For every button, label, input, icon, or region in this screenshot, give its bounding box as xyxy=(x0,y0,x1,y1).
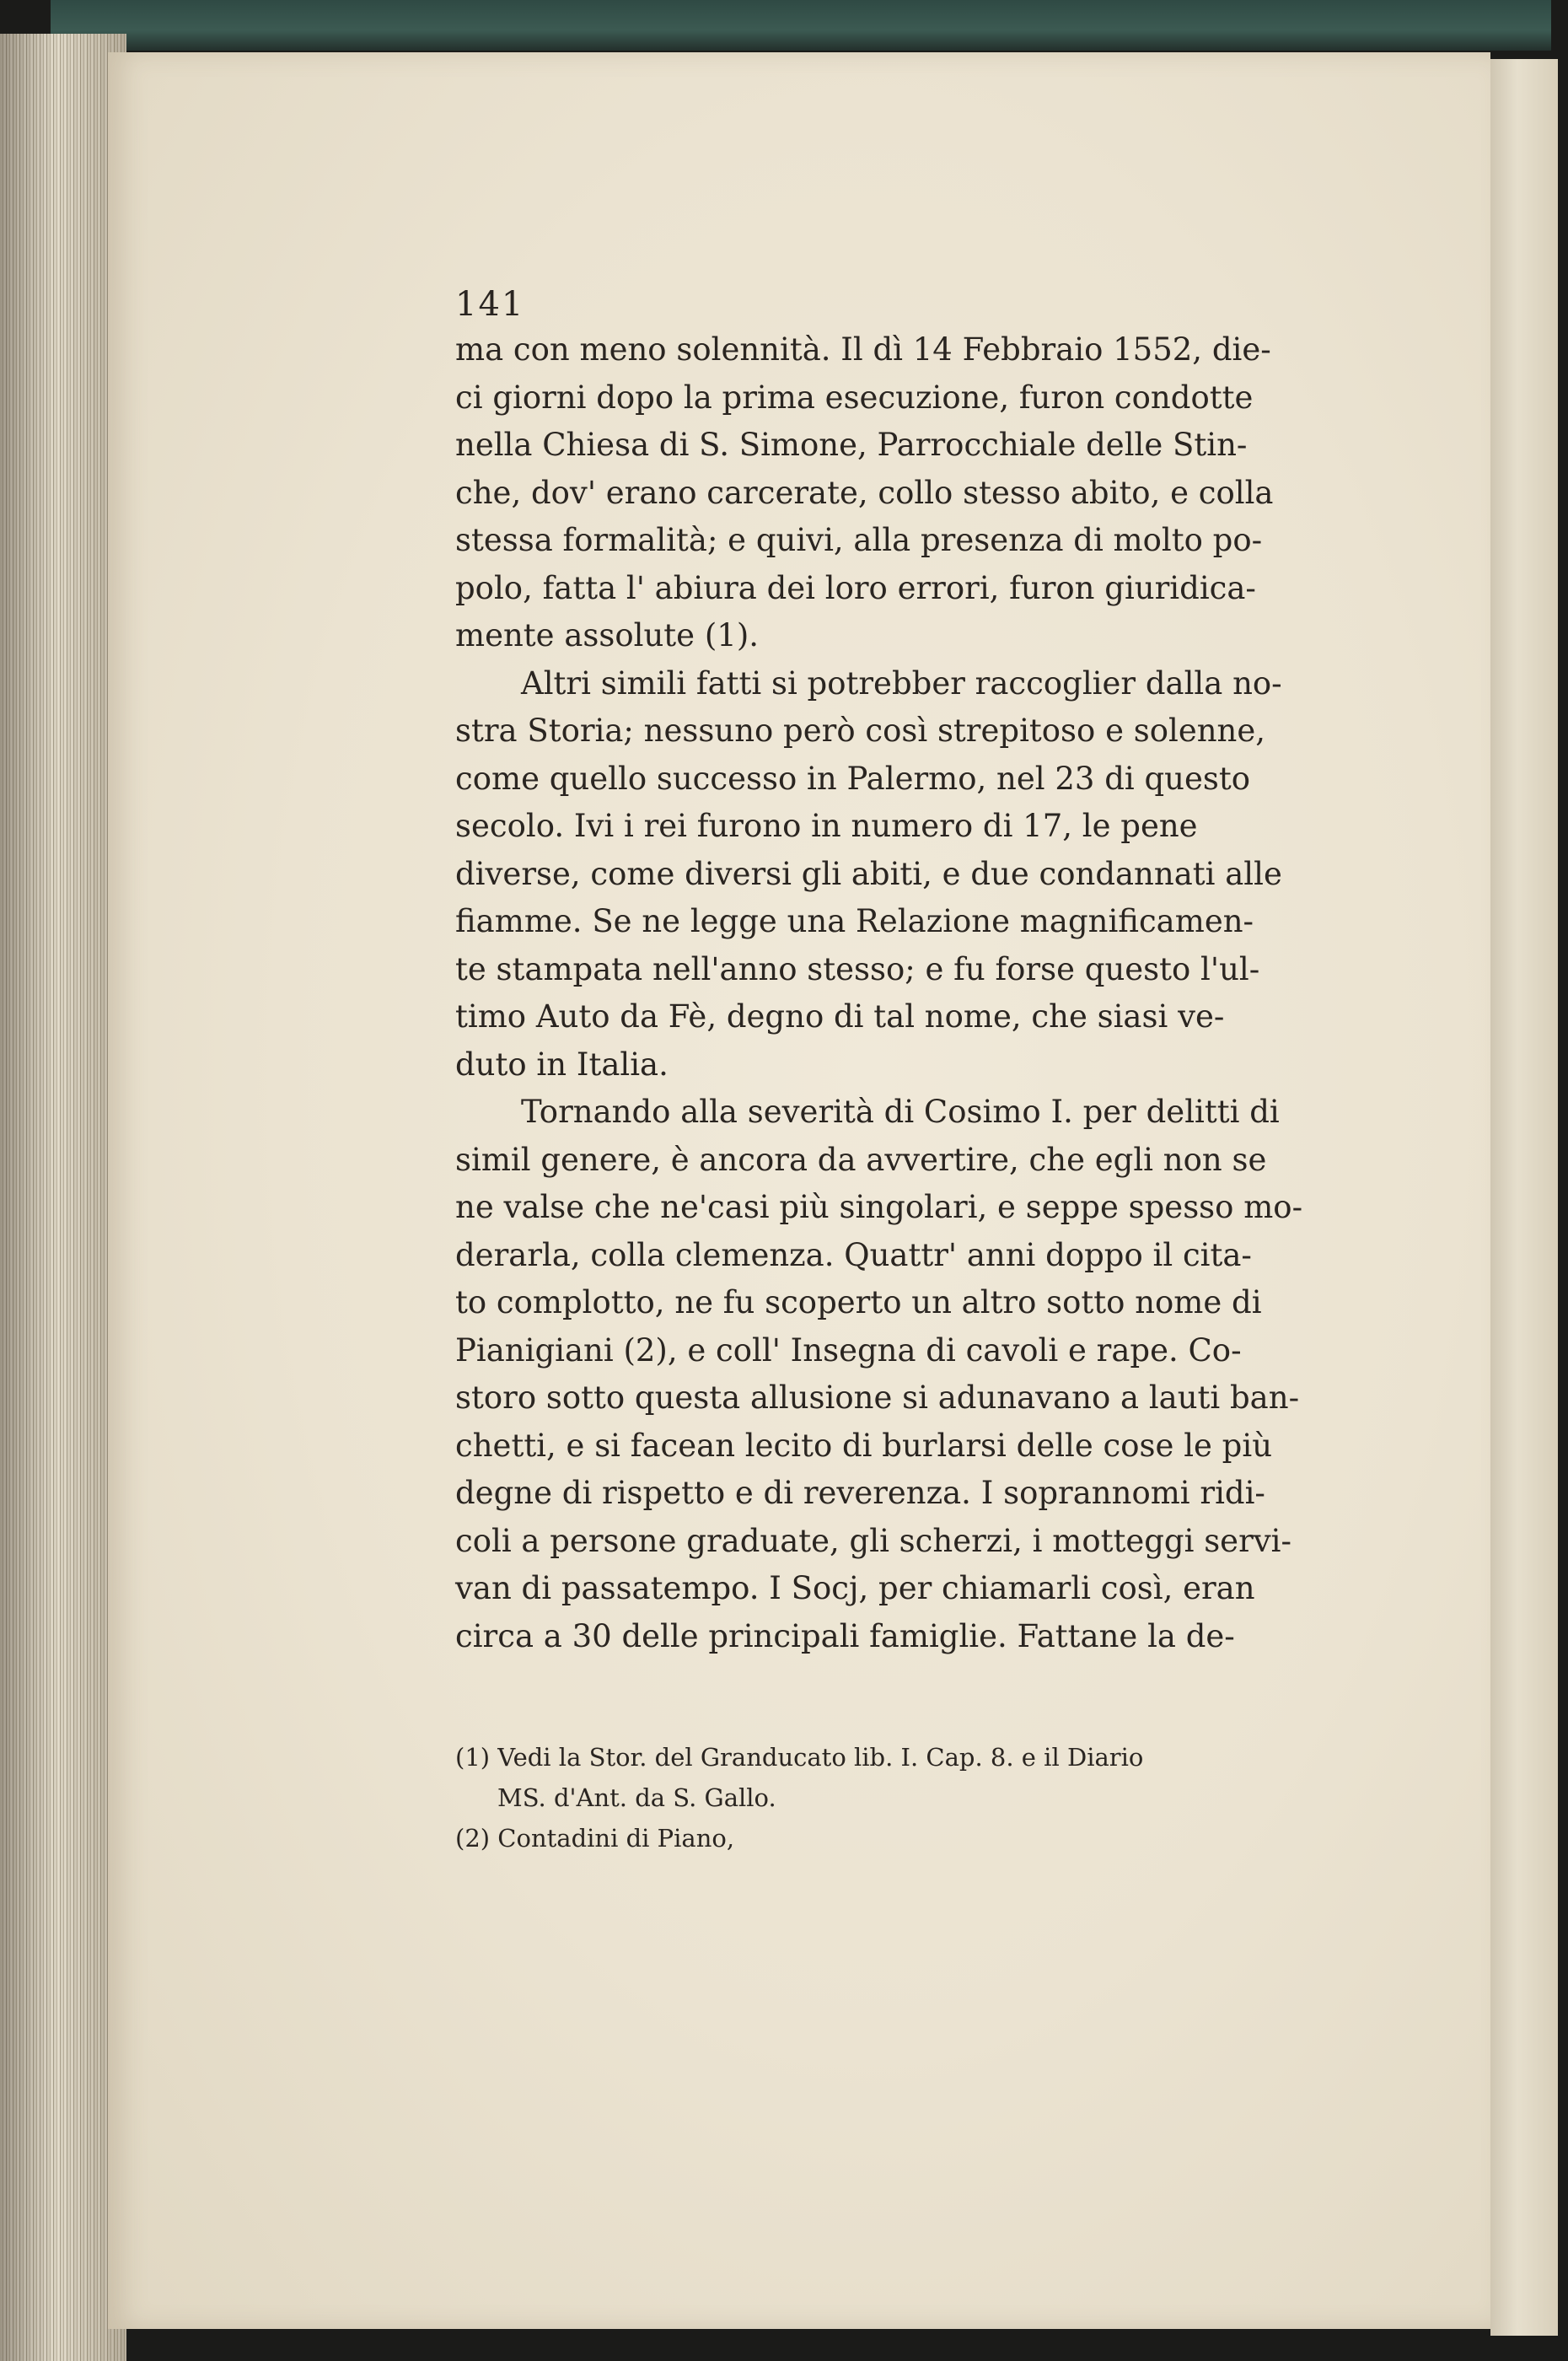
text-line: duto in Italia. xyxy=(455,1046,669,1083)
text-line: ma con meno solennità. Il dì 14 Febbraio 1552, die- xyxy=(455,331,1271,368)
text-line: diverse, come diversi gli abiti, e due condannati alle xyxy=(455,855,1282,892)
text-line: degne di rispetto e di reverenza. I soprannomi ridi- xyxy=(455,1475,1265,1511)
text-line: Pianigiani (2), e coll' Insegna di cavoli e rape. Co- xyxy=(455,1331,1242,1369)
text-line: timo Auto da Fè, degno di tal nome, che siasi ve- xyxy=(455,998,1225,1035)
next-page-edge xyxy=(1490,59,1558,2336)
paragraph-2 xyxy=(455,660,1349,1089)
text-line: come quello successo in Palermo, nel 23 di questo xyxy=(455,760,1251,797)
text-line: coli a persone graduate, gli scherzi, i motteggi servi- xyxy=(455,1522,1292,1559)
text-line: circa a 30 delle principali famiglie. Fattane la de- xyxy=(455,1617,1235,1654)
page-number: 141 xyxy=(455,285,525,324)
text-line: te stampata nell'anno stesso; e fu forse questo l'ul- xyxy=(455,950,1260,987)
text-line: nella Chiesa di S. Simone, Parrocchiale delle Stin- xyxy=(455,427,1248,463)
paragraph-1 xyxy=(455,326,1349,660)
footnotes xyxy=(455,1737,1349,1858)
footnote-2: (2) Contadini di Piano, xyxy=(455,1824,735,1853)
text-line: mente assolute (1). xyxy=(455,617,760,653)
footnote-1-continued: MS. d'Ant. da S. Gallo. xyxy=(497,1783,776,1812)
text-line: stra Storia; nessuno però così strepitoso e solenne, xyxy=(455,713,1266,749)
text-line: storo sotto questa allusione si adunavano a lauti ban- xyxy=(455,1379,1300,1416)
paragraph-3 xyxy=(455,1089,1349,1660)
text-line: Tornando alla severità di Cosimo I. per delitti di xyxy=(521,1094,1280,1130)
text-line: simil genere, è ancora da avvertire, che egli non se xyxy=(455,1141,1267,1178)
text-line: van di passatempo. I Socj, per chiamarli così, eran xyxy=(455,1570,1255,1606)
text-line: derarla, colla clemenza. Quattr' anni doppo il cita- xyxy=(455,1236,1252,1273)
text-line: polo, fatta l' abiura dei loro errori, furon giuridica- xyxy=(455,569,1256,606)
text-line: stessa formalità; e quivi, alla presenza di molto po- xyxy=(455,522,1263,558)
text-line: fiamme. Se ne legge una Relazione magnificamen- xyxy=(455,903,1254,939)
text-line: chetti, e si facean lecito di burlarsi delle cose le più xyxy=(455,1427,1273,1464)
text-line: che, dov' erano carcerate, collo stesso abito, e colla xyxy=(455,474,1274,511)
book-cover-edge xyxy=(51,0,1551,51)
page-text-block xyxy=(455,282,1349,1660)
text-line: to complotto, ne fu scoperto un altro sotto nome di xyxy=(455,1284,1262,1320)
text-line: Altri simili fatti si potrebber raccoglier dalla no- xyxy=(521,664,1282,702)
footnote-1: (1) Vedi la Stor. del Granducato lib. I. Cap. 8. e il Diario xyxy=(455,1743,1144,1772)
text-line: ne valse che ne'casi più singolari, e seppe spesso mo- xyxy=(455,1189,1303,1225)
text-line: secolo. Ivi i rei furono in numero di 17, le pene xyxy=(455,808,1198,844)
body-text xyxy=(455,326,1349,1660)
text-line: ci giorni dopo la prima esecuzione, furon condotte xyxy=(455,379,1254,416)
